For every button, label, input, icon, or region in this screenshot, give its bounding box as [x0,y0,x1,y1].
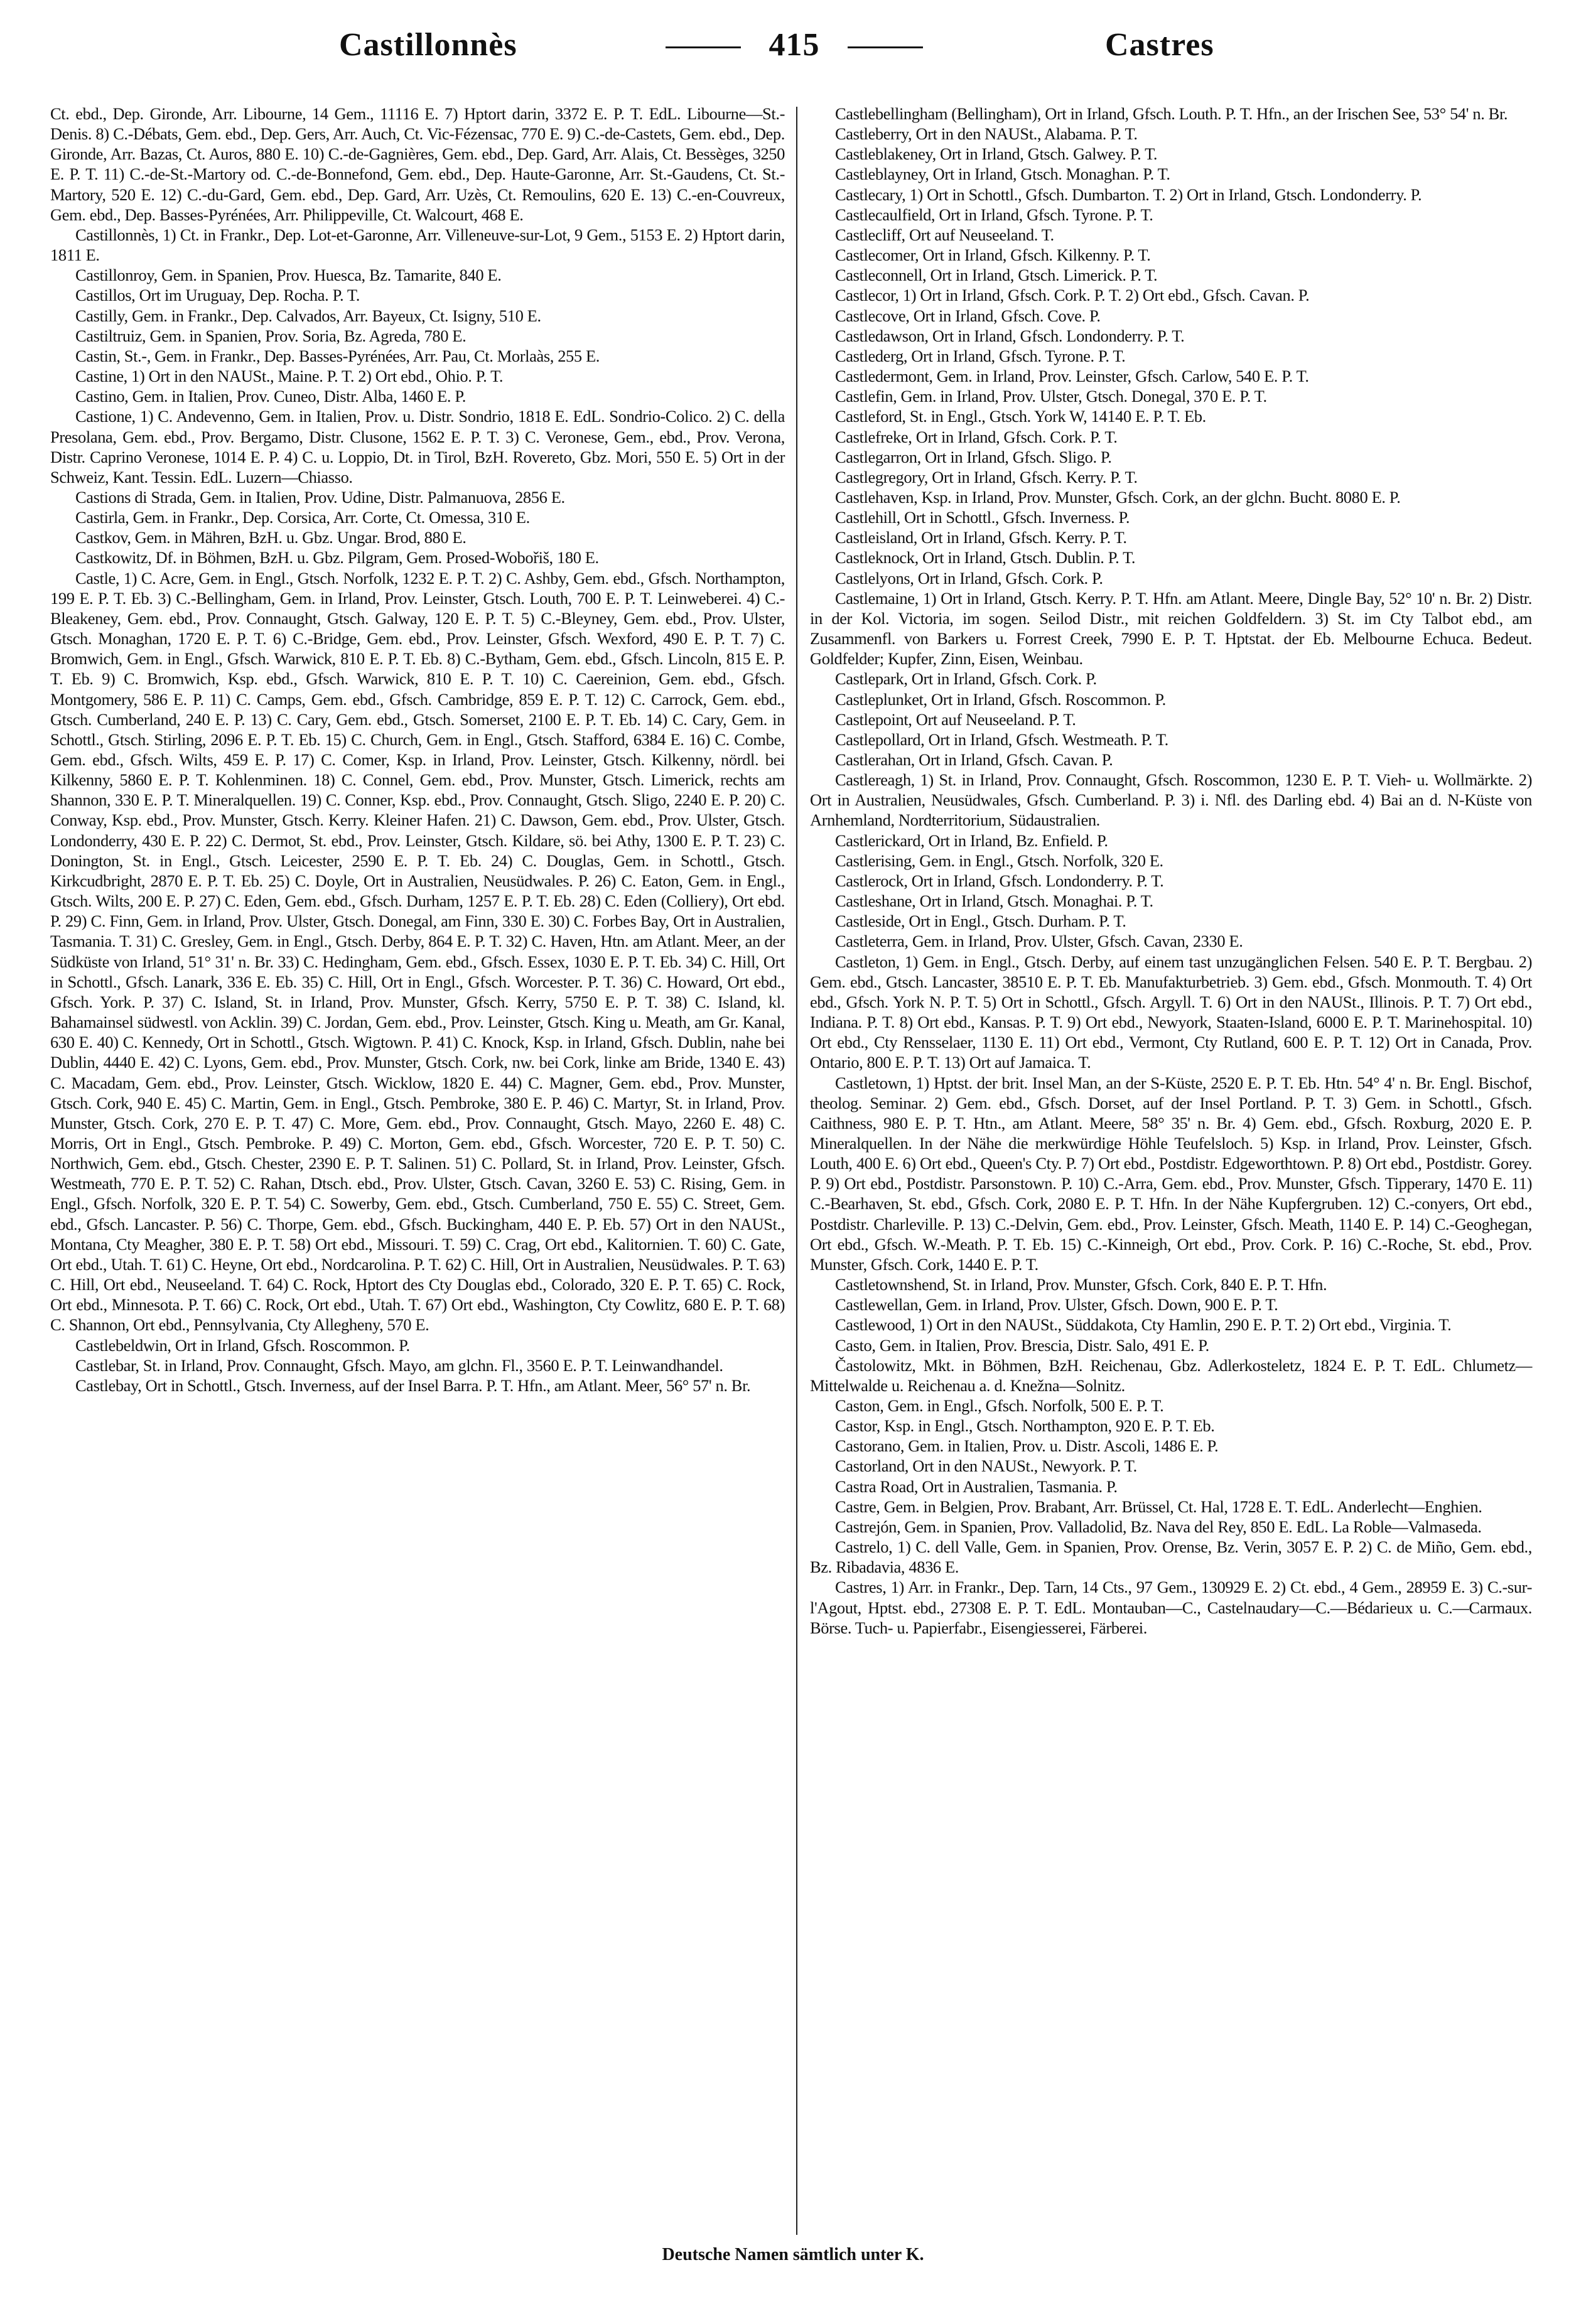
dictionary-entry: Castres, 1) Arr. in Frankr., Dep. Tarn, 14 Cts., 97 Gem., 130929 E. 2) Ct. ebd., 4 Gem., 28959 E. 3) C.-sur-l'Agout, Hptst. ebd., 27308 E. P. T. EdL. Montauban—C., Castelnaudary—C.—Bédarieux u. C.—Carmaux. Börse. Tuch- u. Papierfabr., Eisengiesserei, Färberei. [810,1578,1532,1637]
dictionary-entry: Castlegregory, Ort in Irland, Gfsch. Kerry. P. T. [835,467,1138,487]
dictionary-entry: Castlecove, Ort in Irland, Gfsch. Cove. P. [835,306,1101,325]
dictionary-entry: Castlecomer, Ort in Irland, Gfsch. Kilkenny. P. T. [835,245,1151,265]
dictionary-entry: Castlederg, Ort in Irland, Gfsch. Tyrone. P. T. [835,346,1126,365]
dictionary-entry: Castirla, Gem. in Frankr., Dep. Corsica, Arr. Corte, Ct. Omessa, 310 E. [75,508,530,527]
column-divider [796,107,797,2235]
dictionary-entry: Castlehill, Ort in Schottl., Gfsch. Inverness. P. [835,508,1130,527]
dictionary-entry: Castlefreke, Ort in Irland, Gfsch. Cork. P. T. [835,427,1118,446]
dictionary-entry: Caston, Gem. in Engl., Gfsch. Norfolk, 500 E. P. T. [835,1396,1164,1415]
dictionary-entry: Castino, Gem. in Italien, Prov. Cuneo, Distr. Alba, 1460 E. P. [75,387,466,406]
dictionary-entry: Castlerising, Gem. in Engl., Gtsch. Norfolk, 320 E. [835,851,1163,870]
dictionary-entry: Castlecary, 1) Ort in Schottl., Gfsch. Dumbarton. T. 2) Ort in Irland, Gtsch. Londonderry. P. [835,185,1422,204]
dictionary-entry: Castleplunket, Ort in Irland, Gfsch. Roscommon. P. [835,689,1166,709]
dictionary-entry: Castleford, St. in Engl., Gtsch. York W, 14140 E. P. T. Eb. [835,407,1206,426]
dictionary-entry: Castledermont, Gem. in Irland, Prov. Leinster, Gfsch. Carlow, 540 E. P. T. [835,367,1309,386]
dictionary-entry: Castiltruiz, Gem. in Spanien, Prov. Soria, Bz. Agreda, 780 E. [75,326,467,345]
dictionary-entry: Castleconnell, Ort in Irland, Gtsch. Limerick. P. T. [835,266,1158,285]
dictionary-entry: Castine, 1) Ort in den NAUSt., Maine. P. T. 2) Ort ebd., Ohio. P. T. [75,367,504,386]
dictionary-entry: Castrelo, 1) C. dell Valle, Gem. in Spanien, Prov. Orense, Bz. Verin, 3057 E. P. 2) C. de Miño, Gem. ebd., Bz. Ribadavia, 4836 E. [810,1537,1532,1577]
dictionary-entry: Castlepark, Ort in Irland, Gfsch. Cork. P. [835,669,1097,689]
dictionary-entry: Castleterra, Gem. in Irland, Prov. Ulster, Gfsch. Cavan, 2330 E. [835,932,1243,951]
page-footer-note: Deutsche Namen sämtlich unter K. [662,2245,924,2264]
dictionary-entry: Castin, St.-, Gem. in Frankr., Dep. Basses-Pyrénées, Arr. Pau, Ct. Morlaàs, 255 E. [75,346,600,365]
dictionary-entry: Castlebar, St. in Irland, Prov. Connaught, Gfsch. Mayo, am glchn. Fl., 3560 E. P. T. Leinwandhandel. [75,1355,723,1375]
dictionary-entry: Castilly, Gem. in Frankr., Dep. Calvados, Arr. Bayeux, Ct. Isigny, 510 E. [75,306,541,325]
dictionary-entry: Castlegarron, Ort in Irland, Gfsch. Sligo. P. [835,447,1112,466]
dictionary-entry: Castkov, Gem. in Mähren, BzH. u. Gbz. Ungar. Brod, 880 E. [75,528,467,547]
dictionary-entry: Castlewellan, Gem. in Irland, Prov. Ulster, Gfsch. Down, 900 E. P. T. [835,1295,1278,1315]
left-column [50,104,785,1396]
dictionary-entry: Castlecaulfield, Ort in Irland, Gfsch. Tyrone. P. T. [835,205,1153,224]
dictionary-entry: Castleberry, Ort in den NAUSt., Alabama. P. T. [835,124,1138,144]
dictionary-entry: Castlebay, Ort in Schottl., Gtsch. Inverness, auf der Insel Barra. P. T. Hfn., am Atlant. Meer, 56° 57' n. Br. [75,1375,751,1395]
header-left-keyword: Castillonnès [339,27,517,63]
dictionary-entry: Castions di Strada, Gem. in Italien, Prov. Udine, Distr. Palmanuova, 2856 E. [75,487,565,507]
dictionary-entry: Ct. ebd., Dep. Gironde, Arr. Libourne, 14 Gem., 11116 E. 7) Hptort darin, 3372 E. P. T. EdL. Libourne—St.-Denis. 8) C.-Débats, Gem. ebd., Dep. Gers, Arr. Auch, Ct. Vic-Fézensac, 770 E. 9) C.-de-Castets, Gem. ebd., Dep. Gironde, Arr. Bazas, Ct. Auros, 880 E. 10) C.-de-Gagnières, Gem. ebd., Dep. Gard, Arr. Alais, Ct. Bessèges, 3250 E. P. T. 11) C.-de-St.-Martory od. C.-de-Bonnefond, Gem. ebd., Dep. Haute-Garonne, Arr. St.-Gaudens, Ct. St.-Martory, 520 E. 12) C.-du-Gard, Gem. ebd., Dep. Gard, Arr. Uzès, Ct. Remoulins, 620 E. 13) C.-en-Couvreux, Gem. ebd., Dep. Basses-Pyrénées, Arr. Philippeville, Ct. Walcourt, 468 E. [50,104,785,224]
dictionary-entry: Castleblakeney, Ort in Irland, Gtsch. Galwey. P. T. [835,144,1158,164]
dictionary-entry: Castle, 1) C. Acre, Gem. in Engl., Gtsch. Norfolk, 1232 E. P. T. 2) C. Ashby, Gem. ebd., Gfsch. Northampton, 199 E. P. T. Eb. 3) C.-Bellingham, Gem. in Irland, Prov. Leinster, Gtsch. Louth, 700 E. P. T. Leinweberei. 4) C.-Bleakeney, Gem. ebd., Prov. Connaught, Gtsch. Galway, 120 E. P. T. 5) C.-Bleyney, Gem. ebd., Prov. Ulster, Gtsch. Monaghan, 1720 E. P. T. 6) C.-Bridge, Gem. ebd., Prov. Leinster, Gfsch. Wexford, 490 E. P. T. 7) C. Bromwich, Gem. in Engl., Gfsch. Warwick, 810 E. P. T. Eb. 8) C.-Bytham, Gem. ebd., Gfsch. Lincoln, 815 E. P. T. Eb. 9) C. Bromwich, Ksp. ebd., Gfsch. Warwick, 810 E. P. T. 10) C. Caereinion, Gem. ebd., Gfsch. Montgomery, 586 E. P. 11) C. Camps, Gem. ebd., Gfsch. Cambridge, 859 E. P. T. 12) C. Carrock, Gem. ebd., Gtsch. Cumberland, 240 E. P. 13) C. Cary, Gem. ebd., Gtsch. Somerset, 2100 E. P. T. Eb. 14) C. Cary, Gem. in Schottl., Gtsch. Stirling, 2096 E. P. T. Eb. 15) C. Church, Gem. in Engl., Gtsch. Stafford, 6384 E. 16) C. Combe, Gem. ebd., Gfsch. Wilts, 459 E. P. 17) C. Comer, Ksp. in Irland, Prov. Leinster, Gtsch. Kilkenny, nördl. bei Kilkenny, 5860 E. P. T. Kohlenminen. 18) C. Connel, Gem. ebd., Prov. Munster, Gtsch. Limerick, rechts am Shannon, 330 E. P. T. Mineralquellen. 19) C. Conner, Ksp. ebd., Prov. Connaught, Gtsch. Sligo, 2240 E. P. 20) C. Conway, Ksp. ebd., Prov. Munster, Gtsch. Kerry. Kleiner Hafen. 21) C. Dawson, Gem. ebd., Prov. Ulster, Gtsch. Londonderry, 430 E. P. 22) C. Dermot, St. ebd., Prov. Leinster, Gtsch. Kildare, sö. bei Athy, 1300 E. P. T. 23) C. Donington, St. in Engl., Gtsch. Leicester, 2590 E. P. T. Eb. 24) C. Douglas, Gem. in Schottl., Gtsch. Kirkcudbright, 2870 E. P. T. Eb. 25) C. Doyle, Ort in Australien, Neusüdwales. P. 26) C. Eaton, Gem. in Engl., Gtsch. Wilts, 200 E. P. 27) C. Eden, Gem. ebd., Gfsch. Durham, 1257 E. P. T. Eb. 28) C. Eden (Colliery), Ort ebd. P. 29) C. Finn, Gem. in Irland, Prov. Ulster, Gtsch. Donegal, am Finn, 330 E. 30) C. Forbes Bay, Ort in Australien, Tasmania. T. 31) C. Gresley, Gem. in Engl., Gtsch. Derby, 864 E. P. T. 32) C. Haven, Htn. am Atlant. Meer, an der Südküste von Irland, 51° 31' n. Br. 33) C. Hedingham, Gem. ebd., Gfsch. Essex, 1030 E. P. T. Eb. 34) C. Hill, Ort in Schottl., Gfsch. Lanark, 336 E. Eb. 35) C. Hill, Ort in Engl., Gfsch. Worcester. P. T. 36) C. Howard, Ort ebd., Gfsch. York. P. 37) C. Island, St. in Irland, Prov. Munster, Gfsch. Kerry, 5750 E. P. T. 38) C. Island, kl. Bahamainsel südwestl. von Acklin. 39) C. Jordan, Gem. ebd., Prov. Leinster, Gtsch. King u. Meath, am Gr. Kanal, 630 E. 40) C. Kennedy, Ort in Schottl., Gtsch. Wigtown. P. 41) C. Knock, Ksp. in Irland, Gfsch. Dublin, nahe bei Dublin, 4440 E. 42) C. Lyons, Gem. ebd., Prov. Munster, Gtsch. Cork, nw. bei Cork, linke am Bride, 1340 E. 43) C. Macadam, Gem. ebd., Prov. Leinster, Gtsch. Wicklow, 1820 E. 44) C. Magner, Gem. ebd., Prov. Munster, Gtsch. Cork, 940 E. 45) C. Martin, Gem. in Engl., Gtsch. Pembroke, 380 E. P. 46) C. Martyr, St. in Irland, Prov. Munster, Gtsch. Cork, 270 E. P. T. 47) C. More, Gem. ebd., Prov. Connaught, Gtsch. Mayo, 2260 E. 48) C. Morris, Ort in Engl., Gtsch. Pembroke. P. 49) C. Morton, Gem. ebd., Gfsch. Worcester, 720 E. P. T. 50) C. Northwich, Gem. ebd., Gtsch. Chester, 2390 E. P. T. Salinen. 51) C. Pollard, St. in Irland, Prov. Leinster, Gfsch. Westmeath, 770 E. P. T. 52) C. Rahan, Dtsch. ebd., Prov. Ulster, Gtsch. Cavan, 3260 E. 53) C. Rising, Gem. in Engl., Gfsch. Norfolk, 320 E. P. T. 54) C. Sowerby, Gem. ebd., Gtsch. Cumberland, 750 E. 55) C. Street, Gem. ebd., Gfsch. Lancaster. P. 56) C. Thorpe, Gem. ebd., Gfsch. Buckingham, 440 E. P. Eb. 57) Ort in den NAUSt., Montana, Cty Meagher, 380 E. P. T. 58) Ort ebd., Missouri. T. 59) C. Crag, Ort ebd., Kalitornien. T. 60) C. Gate, Ort ebd., Utah. T. 61) C. Heyne, Ort ebd., Nordcarolina. P. T. 62) C. Hill, Ort in Australien, Neusüdwales. P. T. 63) C. Hill, Ort ebd., Neuseeland. T. 64) C. Rock, Hptort des Cty Douglas ebd., Colorado, 320 E. P. T. 65) C. Rock, Ort ebd., Minnesota. P. T. 66) C. Rock, Ort ebd., Utah. T. 67) Ort ebd., Washington, Cty Cowlitz, 680 E. P. T. 68) C. Shannon, Ort ebd., Pennsylvania, Cty Allegheny, 570 E. [50,568,785,1335]
dictionary-entry: Castillonroy, Gem. in Spanien, Prov. Huesca, Bz. Tamarite, 840 E. [75,266,502,285]
dictionary-entry: Castleton, 1) Gem. in Engl., Gtsch. Derby, auf einem tast unzugänglichen Felsen. 540 E. P. T. Bergbau. 2) Gem. ebd., Gtsch. Lancaster, 38510 E. P. T. Eb. Manufakturbetrieb. 3) Gem. ebd., Gfsch. Monmouth. T. 4) Ort ebd., Gfsch. York N. P. T. 5) Ort in Schottl., Gfsch. Argyll. T. 6) Ort in den NAUSt., Illinois. P. T. 7) Ort ebd., Indiana. P. T. 8) Ort ebd., Kansas. P. T. 9) Ort ebd., Newyork, Staaten-Island, 6000 E. P. T. Marinehospital. 10) Ort ebd., Cty Rensselaer, 1130 E. 11) Ort ebd., Vermont, Cty Rutland, 600 E. P. T. 12) Ort in Canada, Prov. Ontario, 800 E. P. T. 13) Ort auf Jamaica. T. [810,952,1532,1072]
dictionary-entry: Castione, 1) C. Andevenno, Gem. in Italien, Prov. u. Distr. Sondrio, 1818 E. EdL. Sondrio-Colico. 2) C. della Presolana, Gem. ebd., Prov. Bergamo, Distr. Clusone, 1562 E. P. T. 3) C. Veronese, Gem., ebd., Prov. Verona, Distr. Caprino Veronese, 1014 E. P. 4) C. u. Loppio, Dt. in Tirol, BzH. Rovereto, Gbz. Mori, 550 E. 5) Ort in der Schweiz, Kant. Tessin. EdL. Luzern—Chiasso. [50,407,785,487]
header-dash-left [666,46,741,48]
dictionary-entry: Castlebeldwin, Ort in Irland, Gfsch. Roscommon. P. [75,1335,410,1355]
dictionary-entry: Castlefin, Gem. in Irland, Prov. Ulster, Gtsch. Donegal, 370 E. P. T. [835,387,1267,406]
dictionary-entry: Castlecliff, Ort auf Neuseeland. T. [835,225,1054,244]
right-column [810,104,1532,1638]
dictionary-entry: Castlehaven, Ksp. in Irland, Prov. Munster, Gfsch. Cork, an der glchn. Bucht. 8080 E. P. [835,487,1401,507]
dictionary-entry: Castlepoint, Ort auf Neuseeland. P. T. [835,709,1076,729]
dictionary-entry: Castlecor, 1) Ort in Irland, Gfsch. Cork. P. T. 2) Ort ebd., Gfsch. Cavan. P. [835,286,1310,305]
page-header [0,26,1586,77]
dictionary-entry: Castre, Gem. in Belgien, Prov. Brabant, Arr. Brüssel, Ct. Hal, 1728 E. T. EdL. Anderlecht—Enghien. [835,1497,1482,1516]
dictionary-entry: Castlerahan, Ort in Irland, Gfsch. Cavan. P. [835,750,1113,769]
dictionary-entry: Castlemaine, 1) Ort in Irland, Gtsch. Kerry. P. T. Hfn. am Atlant. Meere, Dingle Bay, 52° 10' n. Br. 2) Distr. in der Kol. Victoria, im sogen. Seilod Distr., mit reichen Goldfeldern. 3) St. im Cty Talbot ebd., am Zusammenfl. von Barkers u. Forrest Creek, 7990 E. P. T. Hptstat. der Eb. Melbourne Echuca. Bedeut. Goldfelder; Kupfer, Zinn, Eisen, Weinbau. [810,588,1532,669]
dictionary-entry: Castkowitz, Df. in Böhmen, BzH. u. Gbz. Pilgram, Gem. Prosed-Wobořiš, 180 E. [75,548,599,568]
dictionary-entry: Castrejón, Gem. in Spanien, Prov. Valladolid, Bz. Nava del Rey, 850 E. EdL. La Roble—Valmaseda. [835,1517,1482,1536]
dictionary-entry: Castorland, Ort in den NAUSt., Newyork. P. T. [835,1456,1137,1476]
dictionary-entry: Častolowitz, Mkt. in Böhmen, BzH. Reichenau, Gbz. Adlerkosteletz, 1824 E. P. T. EdL. Chlumetz—Mittelwalde u. Reichenau a. d. Knežna—Solnitz. [810,1355,1532,1395]
dictionary-entry: Castletown, 1) Hptst. der brit. Insel Man, an der S-Küste, 2520 E. P. T. Eb. Htn. 54° 4' n. Br. Engl. Bischof, theolog. Seminar. 2) Gem. ebd., Gfsch. Dorset, auf der Insel Portland. P. T. 3) Gem. in Schottl., Gfsch. Caithness, 980 E. P. T. Htn., am Atlant. Meere, 58° 35' n. Br. 4) Gem. ebd., Gfsch. Roxburg, 2020 E. P. Mineralquellen. In der Nähe die merkwürdige Höhle Teufelsloch. 5) Ksp. in Irland, Prov. Leinster, Gfsch. Louth, 400 E. 6) Ort ebd., Queen's Cty. P. 7) Ort ebd., Postdistr. Edgeworthtown. P. 8) Ort ebd., Postdistr. Gorey. P. 9) Ort ebd., Postdistr. Parsonstown. P. 10) C.-Arra, Gem. ebd., Prov. Munster, Gfsch. Tipperary, 1470 E. 11) C.-Bearhaven, St. ebd., Gfsch. Cork, 2080 E. P. T. Hfn. In der Nähe Kupfergruben. 12) C.-conyers, Ort ebd., Postdistr. Charleville. P. 13) C.-Delvin, Gem. ebd., Prov. Leinster, Gfsch. Meath, 1140 E. P. 14) C.-Geoghegan, Ort ebd., Gfsch. W.-Meath. P. T. Eb. 15) C.-Kinneigh, Ort ebd., Prov. Cork. P. 16) C.-Roche, St. ebd., Prov. Munster, Gfsch. Cork, 1440 E. P. T. [810,1073,1532,1274]
dictionary-entry: Castor, Ksp. in Engl., Gtsch. Northampton, 920 E. P. T. Eb. [835,1416,1215,1436]
dictionary-entry: Castledawson, Ort in Irland, Gfsch. Londonderry. P. T. [835,326,1185,345]
dictionary-entry: Castillos, Ort im Uruguay, Dep. Rocha. P. T. [75,286,360,305]
header-dash-right [848,46,923,48]
dictionary-entry: Casto, Gem. in Italien, Prov. Brescia, Distr. Salo, 491 E. P. [835,1335,1209,1355]
dictionary-entry: Castlerickard, Ort in Irland, Bz. Enfield. P. [835,831,1108,850]
dictionary-entry: Castlewood, 1) Ort in den NAUSt., Süddakota, Cty Hamlin, 290 E. P. T. 2) Ort ebd., Virginia. T. [835,1315,1452,1335]
dictionary-entry: Castlelyons, Ort in Irland, Gfsch. Cork. P. [835,568,1103,588]
page-number: 415 [769,27,820,63]
dictionary-entry: Castlerock, Ort in Irland, Gfsch. Londonderry. P. T. [835,871,1164,890]
dictionary-entry: Castlereagh, 1) St. in Irland, Prov. Connaught, Gfsch. Roscommon, 1230 E. P. T. Vieh- u. Wollmärkte. 2) Ort in Australien, Neusüdwales, Gfsch. Cumberland. P. 3) i. Nfl. des Darling ebd. 4) Bai an d. N-Küste von Arnhemland, Nordterritorium, Südaustralien. [810,770,1532,830]
dictionary-entry: Castleblayney, Ort in Irland, Gtsch. Monaghan. P. T. [835,164,1170,184]
dictionary-entry: Castra Road, Ort in Australien, Tasmania. P. [835,1477,1118,1496]
dictionary-entry: Castleside, Ort in Engl., Gtsch. Durham. P. T. [835,912,1126,931]
dictionary-entry: Castorano, Gem. in Italien, Prov. u. Distr. Ascoli, 1486 E. P. [835,1436,1219,1456]
dictionary-entry: Castlebellingham (Bellingham), Ort in Irland, Gfsch. Louth. P. T. Hfn., an der Irischen See, 53° 54' n. Br. [835,104,1508,123]
dictionary-entry: Castleisland, Ort in Irland, Gfsch. Kerry. P. T. [835,528,1127,547]
dictionary-entry: Castillonnès, 1) Ct. in Frankr., Dep. Lot-et-Garonne, Arr. Villeneuve-sur-Lot, 9 Gem., 5153 E. 2) Hptort darin, 1811 E. [50,225,785,265]
dictionary-entry: Castletownshend, St. in Irland, Prov. Munster, Gfsch. Cork, 840 E. P. T. Hfn. [835,1275,1327,1294]
header-right-keyword: Castres [1105,27,1214,63]
dictionary-entry: Castleknock, Ort in Irland, Gtsch. Dublin. P. T. [835,548,1136,568]
dictionary-entry: Castlepollard, Ort in Irland, Gfsch. Westmeath. P. T. [835,729,1168,749]
dictionary-entry: Castleshane, Ort in Irland, Gtsch. Monaghai. P. T. [835,891,1153,911]
